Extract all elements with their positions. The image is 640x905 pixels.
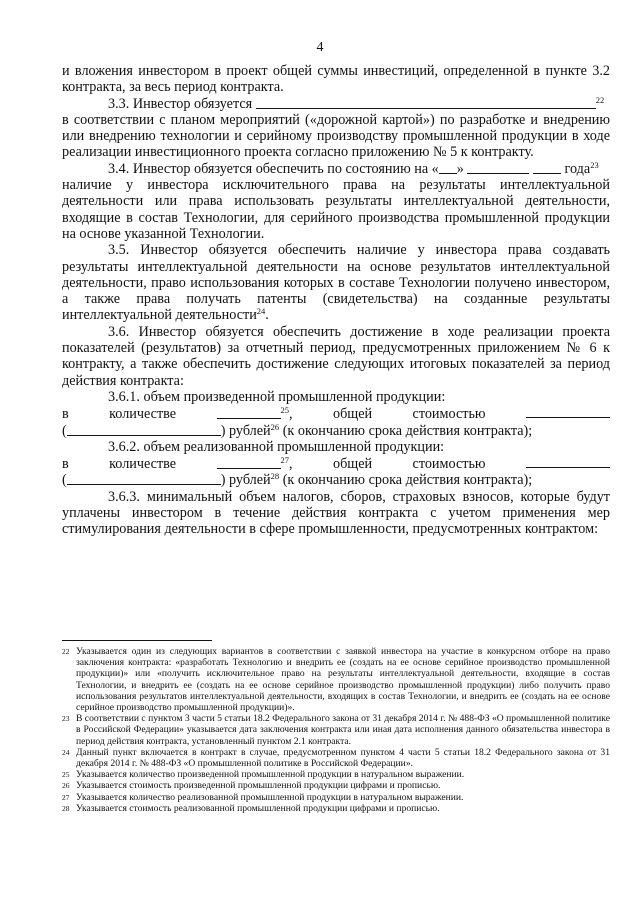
paragraph-3-3-body: в соответствии с планом мероприятий («дорожной картой») по разработке и внедрению или внедрению технологии и серийному производству промышленной продукции в ходе реализации инвестиционного проекта согласно приложению № 5 к контракту. — [62, 111, 610, 161]
paragraph-3-3-head: 3.3. Инвестор обязуется — [108, 95, 253, 112]
fill-row-sold-rubles — [62, 472, 610, 488]
footnote-number: 25 — [62, 770, 70, 780]
footnote — [62, 792, 610, 803]
footnote-text: Данный пункт включается в контракт в случае, предусмотренном пунктом 4 части 5 статьи 18.2 Федерального закона от 31 декабря 2014 г. № 488-ФЗ «О промышленной политике в Российской Федерации». — [76, 746, 610, 770]
footnote — [62, 747, 610, 769]
paragraph-3-3 — [62, 96, 610, 112]
footnote-number: 24 — [62, 747, 70, 757]
blank-day — [439, 161, 457, 174]
word-kolichestve: количестве — [109, 406, 177, 423]
word-stoimostyu: стоимостью — [412, 456, 486, 473]
page-number: 4 — [316, 40, 324, 55]
word-obshchey: общей — [332, 456, 373, 473]
word-v: в — [62, 406, 69, 423]
quantity-blank-group — [217, 456, 293, 472]
open-paren: ( — [62, 422, 67, 439]
footnote-separator — [62, 640, 212, 641]
paragraph-3-4-head: 3.4. Инвестор обязуется обеспечить по состоянию на « — [108, 160, 439, 177]
quantity-blank-group — [217, 406, 293, 422]
paragraph-3-6-1: 3.6.1. объем произведенной промышленной продукции: — [108, 388, 446, 405]
footnote-ref-27: 27 — [280, 455, 289, 466]
footnote-text: Указывается количество реализованной промышленной продукции в натуральном выражении. — [76, 791, 464, 803]
footnote — [62, 803, 610, 814]
footnote-ref-28: 28 — [270, 471, 280, 482]
word-obshchey: общей — [332, 406, 373, 423]
comma: , — [289, 406, 293, 423]
fill-row-sold-quantity — [62, 455, 610, 472]
footnote-text: Указывается стоимость реализованной промышленной продукции цифрами и прописью. — [76, 802, 440, 814]
footnote-ref-25: 25 — [280, 405, 289, 416]
paragraph-3-6: 3.6. Инвестор обязуется обеспечить достижение в ходе реализации проекта показателей (результатов) за отчетный период, предусмотренных приложением № 6 к контракту, а также обеспечить достижение следующих итоговых показателей за период действия контракта: — [62, 323, 610, 389]
footnote-number: 28 — [62, 803, 70, 813]
footnote-number: 23 — [62, 714, 70, 724]
word-stoimostyu: стоимостью — [412, 406, 486, 423]
paragraph-3-5-end: . — [265, 307, 269, 324]
footnotes — [62, 646, 610, 814]
year-word: года — [564, 160, 591, 177]
blank-rubles-words — [67, 472, 221, 485]
footnote-number: 26 — [62, 781, 70, 791]
paragraph-3-6-3: 3.6.3. минимальный объем налогов, сборов, страховых взносов, которые будут уплачены инвестором в течение действия контракта с учетом применения мер стимулирования деятельности в сфере промышленности, предусмотренных контрактом: — [62, 488, 610, 538]
blank-obligation — [256, 96, 596, 109]
fill-row-produced-rubles — [62, 423, 610, 439]
blank-year — [533, 161, 561, 174]
blank-rubles-words — [67, 423, 221, 436]
footnote — [62, 769, 610, 780]
word-kolichestve: количестве — [109, 456, 177, 473]
blank-quantity — [217, 456, 281, 469]
paragraph-3-5 — [62, 242, 610, 323]
footnote-text: Указывается один из следующих вариантов в соответствии с заявкой инвестора на участие в конкурсном отборе на право заключения контракта: «разработать Технологию и внедрить ее (создать на ее основе серийное производство промышленной продукции)» или «получить исключительное право на результаты интеллектуальной деятельности, входящие в состав Технологии, и внедрить ее (создать на ее основе серийное производство промышленной продукции) либо получить право использования результатов интеллектуальной деятельности, входящих в состав Технологии, и внедрить ее (создать на ее основе серийное производство промышленной продукции)». — [76, 646, 610, 714]
footnote-ref-24: 24 — [256, 306, 266, 317]
comma: , — [289, 456, 293, 473]
footnote-text: Указывается стоимость произведенной промышленной продукции цифрами и прописью. — [76, 780, 441, 792]
footnote-ref-26: 26 — [270, 421, 280, 432]
paragraph-3-4 — [62, 161, 610, 177]
paragraph-continuation: и вложения инвестором в проект общей суммы инвестиций, определенной в пункте 3.2 контракта, за весь период контракта. — [62, 63, 610, 96]
word-v: в — [62, 456, 69, 473]
blank-quantity — [217, 406, 281, 419]
paragraph-3-6-2: 3.6.2. объем реализованной промышленной продукции: — [108, 438, 445, 455]
footnote-number: 27 — [62, 792, 70, 802]
term-tail: (к окончанию срока действия контракта); — [282, 472, 533, 489]
footnote-number: 22 — [62, 647, 70, 656]
fill-row-produced-quantity — [62, 405, 610, 422]
blank-cost — [526, 405, 610, 418]
footnote-text: В соответствии с пунктом 3 части 5 статьи 18.2 Федерального закона от 31 декабря 2014 г. № 488-ФЗ «О промышленной политике в Российской Федерации» указывается дата заключения контракта или иная дата исполнения данного обязательства инвестора в период действия контракта, установленный пунктом 2.1 контракта. — [76, 713, 610, 747]
footnote — [62, 780, 610, 791]
term-tail: (к окончанию срока действия контракта); — [282, 422, 533, 439]
blank-cost — [526, 455, 610, 468]
paragraph-3-5-text: 3.5. Инвестор обязуется обеспечить наличие у инвестора права создавать результаты интеллектуальной деятельности на основе результатов интеллектуальной деятельности, право использования которых в составе Технологии получено инвестором, а также права получать патенты (свидетельства) на созданные результаты интеллектуальной деятельности — [62, 242, 610, 324]
open-paren: ( — [62, 472, 67, 489]
footnote-text: Указывается количество произведенной промышленной продукции в натуральном выражении. — [76, 769, 465, 781]
footnote — [62, 713, 610, 747]
blank-month — [467, 161, 529, 174]
footnote — [62, 646, 610, 713]
footnote-ref-23: 23 — [590, 159, 599, 170]
rubles-label: ) рублей — [220, 472, 271, 489]
quote-close: » — [456, 160, 464, 177]
rubles-label: ) рублей — [220, 422, 271, 439]
paragraph-3-4-body: наличие у инвестора исключительного права на результаты интеллектуальной деятельности или права использовать результаты интеллектуальной деятельности, входящие в состав Технологии, для серийного производства промышленной продукции на основе указанной Технологии. — [62, 177, 610, 242]
document-body — [62, 63, 610, 538]
footnote-ref-22: 22 — [595, 94, 605, 105]
